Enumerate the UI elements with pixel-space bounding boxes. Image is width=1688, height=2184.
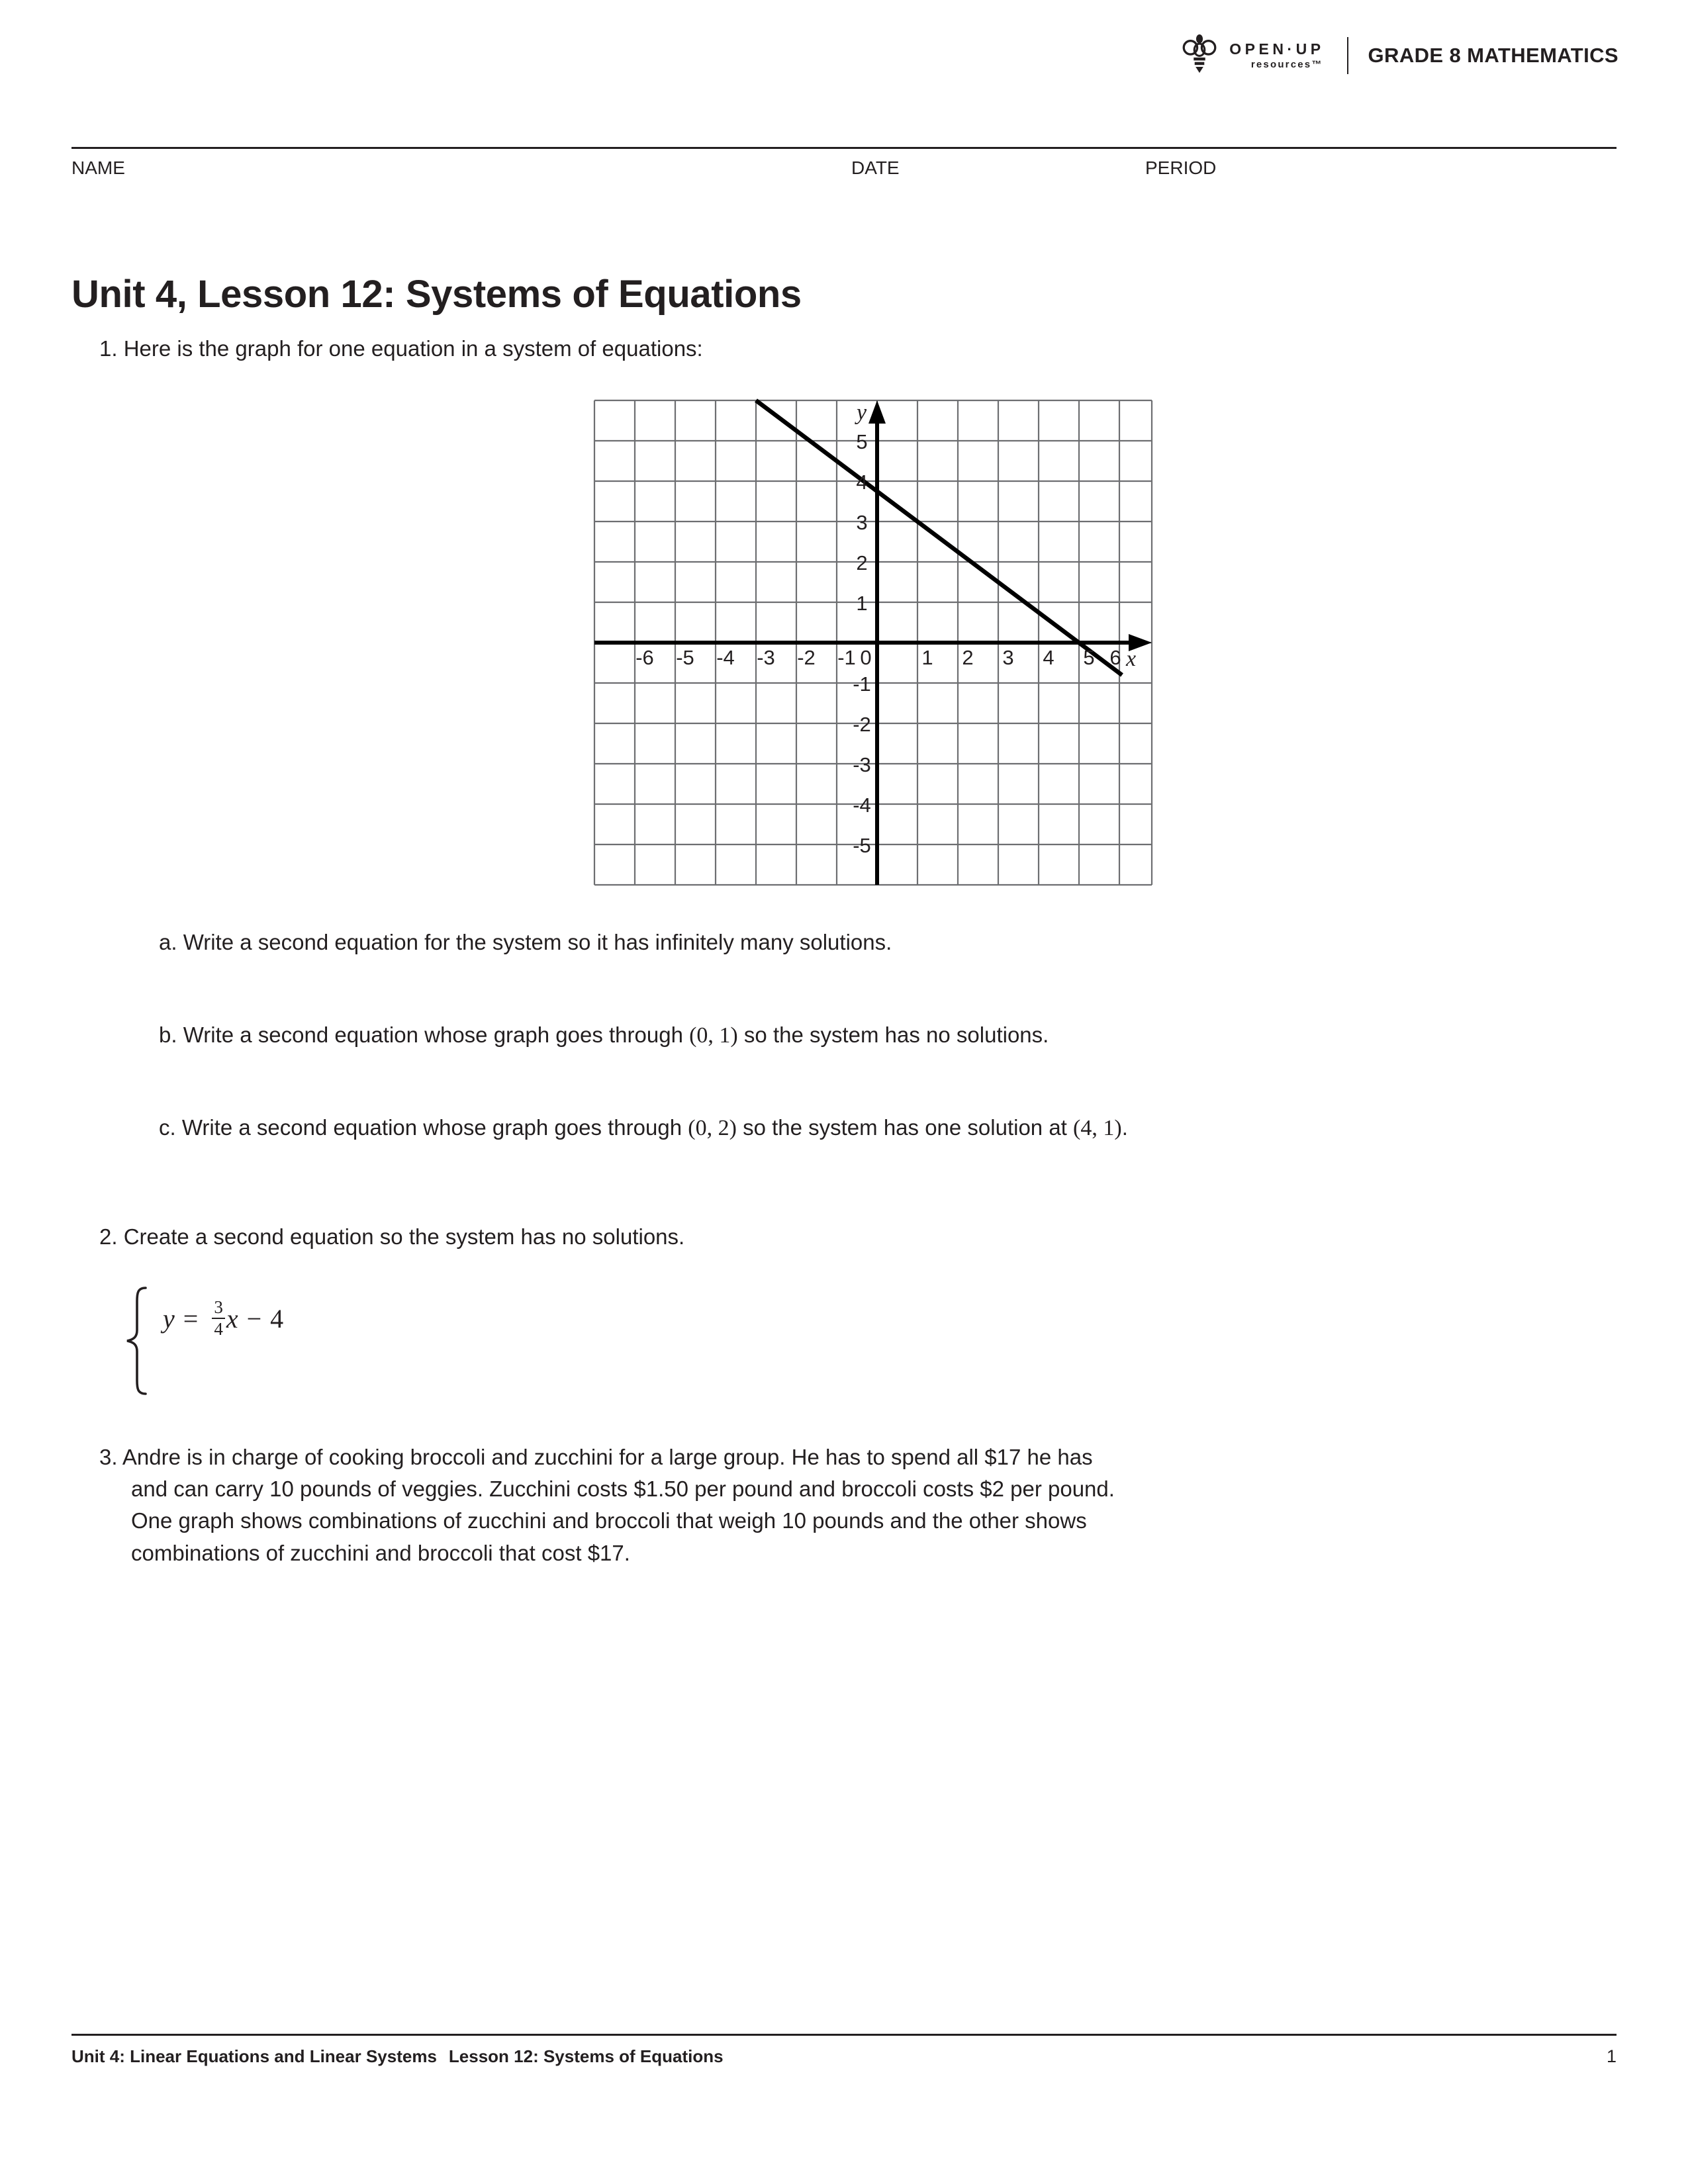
question-1c-suffix: . [1121,1115,1128,1140]
fraction-numerator: 3 [214,1297,223,1318]
svg-text:-1: -1 [837,646,856,669]
page-number: 1 [1606,2046,1617,2066]
svg-text:-2: -2 [853,713,871,736]
svg-text:-3: -3 [853,753,871,776]
system-rows [163,1285,283,1381]
open-up-resources-logo [1179,34,1346,77]
open-up-wordmark [1229,42,1324,69]
svg-text:-2: -2 [797,646,816,669]
question-1-text: 1. Here is the graph for one equation in a system of equations: [99,336,703,361]
svg-text:0: 0 [860,646,872,669]
question-1c-point2: (4, 1) [1073,1116,1122,1140]
question-2-text: 2. Create a second equation so the system has no solutions. [99,1224,685,1249]
date-field-label: DATE [851,158,900,178]
student-fields [71,158,1617,184]
svg-text:5: 5 [1083,646,1095,669]
svg-text:1: 1 [856,592,868,615]
svg-text:2: 2 [856,551,868,574]
header-rule [71,147,1617,149]
svg-text:5: 5 [856,430,868,453]
system-equation-row-2-blank[interactable] [163,1340,283,1381]
svg-text:-3: -3 [757,646,775,669]
question-3-line-2: and can carry 10 pounds of veggies. Zucchini costs $1.50 per pound and broccoli costs $2 per pound. [131,1477,1115,1502]
period-field-label: PERIOD [1145,158,1217,178]
question-3-line-3: One graph shows combinations of zucchini and broccoli that weigh 10 pounds and the other shows [131,1508,1087,1533]
svg-text:-1: -1 [853,672,871,696]
question-1b-prefix: b. Write a second equation whose graph goes through [159,1023,690,1047]
question-1c-point: (0, 2) [688,1116,737,1140]
footer-rule [71,2034,1617,2036]
brand-name-sub: resources™ [1250,59,1323,70]
question-1c-middle: so the system has one solution at [736,1115,1074,1140]
left-brace-icon [123,1285,152,1396]
question-3-text [99,1441,1575,1569]
equation-system [123,1285,283,1396]
grade-subject-title: GRADE 8 MATHEMATICS [1368,44,1618,67]
name-field-label: NAME [71,158,125,178]
svg-text:3: 3 [856,511,868,534]
plotted-line [756,400,1122,675]
equation-lhs: y [163,1303,175,1334]
equation-constant: 4 [270,1303,284,1334]
svg-text:4: 4 [1043,646,1055,669]
brand-bar [1179,34,1618,77]
svg-text:-5: -5 [676,646,694,669]
footer-unit-text: Unit 4: Linear Equations and Linear Systems [71,2046,437,2066]
question-1b-point: (0, 1) [689,1023,738,1048]
question-1a-text: a. Write a second equation for the system so it has infinitely many solutions. [159,930,892,954]
equation-fraction [212,1298,225,1338]
equation-equals: = [183,1303,199,1334]
question-1b-text [159,1019,1648,1052]
footer-breadcrumb [71,2046,724,2067]
question-1c-text [159,1112,1648,1145]
question-3-line-4: combinations of zucchini and broccoli that cost $17. [131,1540,630,1565]
bee-logo-icon [1179,34,1220,77]
brand-divider [1347,37,1348,74]
svg-text:-5: -5 [853,834,871,857]
page-footer [71,2046,1617,2075]
question-3-line-1: 3. Andre is in charge of cooking broccoli and zucchini for a large group. He has to spend all $17 he has [99,1445,1093,1469]
x-axis-label: x [1126,647,1137,671]
question-1c-prefix: c. Write a second equation whose graph goes through [159,1115,688,1140]
coordinate-graph [592,397,1155,890]
svg-text:6: 6 [1109,646,1121,669]
svg-text:4: 4 [856,471,868,494]
svg-text:2: 2 [962,646,974,669]
graph-svg [592,397,1155,887]
svg-text:-4: -4 [716,646,735,669]
brand-name-main: OPEN·UP [1229,40,1325,58]
svg-text:3: 3 [1002,646,1014,669]
equation-operator: − [246,1303,262,1334]
svg-text:1: 1 [921,646,933,669]
equation-variable: x [226,1303,238,1334]
footer-lesson-text: Lesson 12: Systems of Equations [448,2046,724,2066]
page-title: Unit 4, Lesson 12: Systems of Equations [71,272,802,316]
y-axis-label: y [857,400,867,425]
fraction-denominator: 4 [212,1318,225,1339]
svg-text:-6: -6 [635,646,654,669]
svg-text:-4: -4 [853,794,871,817]
system-equation-row-1 [163,1297,283,1340]
question-1b-suffix: so the system has no solutions. [737,1023,1049,1047]
